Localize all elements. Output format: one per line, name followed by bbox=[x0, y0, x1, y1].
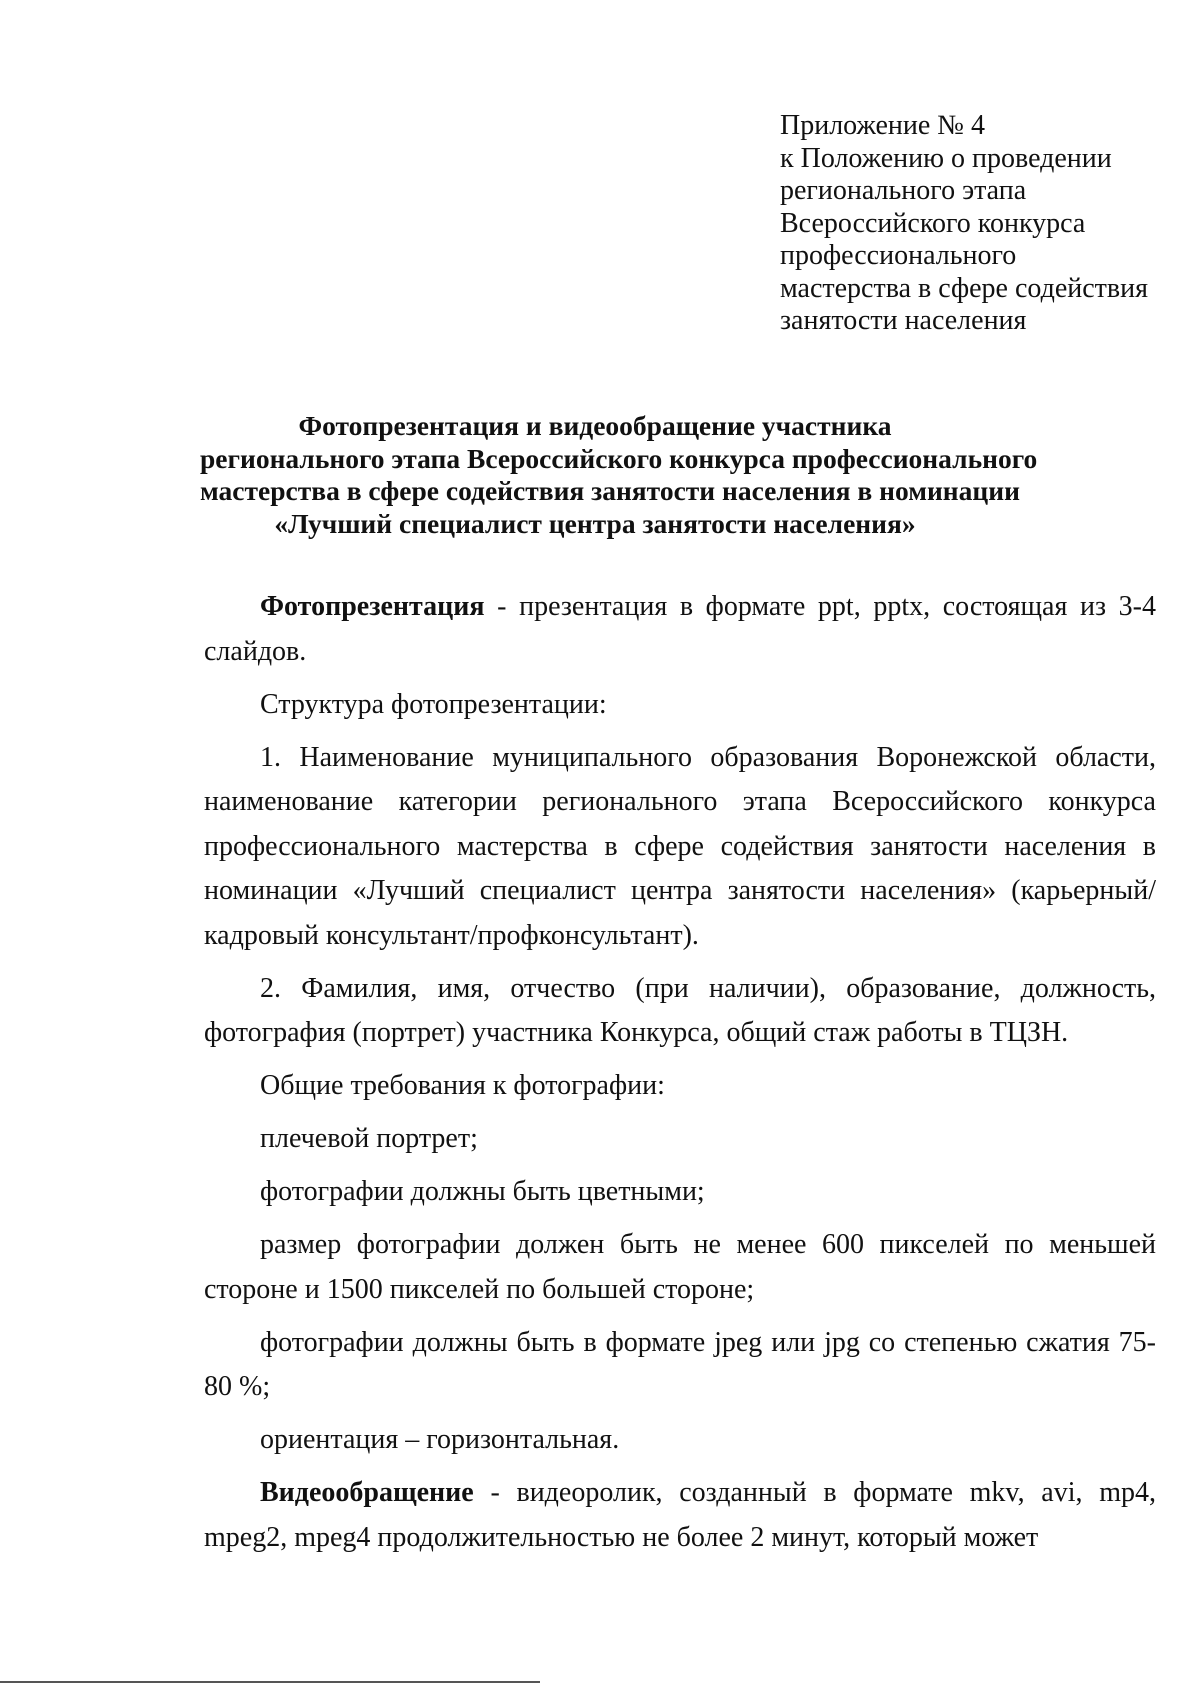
video-address-term: Видеообращение bbox=[260, 1477, 474, 1508]
photo-presentation-paragraph bbox=[204, 585, 1156, 674]
requirements-heading: Общие требования к фотографии: bbox=[260, 1070, 665, 1101]
document-title bbox=[200, 410, 1038, 540]
title-line: «Лучший специалист центра занятости населения» bbox=[274, 507, 916, 539]
appendix-line: Приложение № 4 bbox=[780, 110, 985, 141]
requirement-size: размер фотографии должен быть не менее 600 пикселей по меньшей стороне и 1500 пикселей по большей стороне; bbox=[204, 1229, 1156, 1305]
appendix-reference bbox=[780, 110, 1180, 338]
requirement-format: фотографии должны быть в формате jpeg или jpg со степенью сжатия 75-80 %; bbox=[204, 1326, 1156, 1402]
appendix-line: Всероссийского конкурса bbox=[780, 207, 1086, 239]
appendix-line: мастерства в сфере содействия bbox=[780, 272, 1149, 304]
structure-heading: Структура фотопрезентации: bbox=[260, 688, 607, 720]
title-line: регионального этапа Всероссийского конкурса профессионального bbox=[200, 442, 1038, 474]
requirement-portrait: плечевой портрет; bbox=[260, 1123, 478, 1154]
title-line: мастерства в сфере содействия занятости населения в номинации bbox=[200, 475, 1020, 506]
photo-presentation-term: Фотопрезентация bbox=[260, 591, 485, 622]
requirement-color: фотографии должны быть цветными; bbox=[260, 1176, 705, 1207]
requirement-orientation: ориентация – горизонтальная. bbox=[260, 1424, 620, 1455]
appendix-line: занятости населения bbox=[780, 305, 1027, 336]
appendix-line: к Положению о проведении bbox=[780, 142, 1112, 174]
photo-presentation-definition: - презентация в формате ppt, pptx, состоящая из 3-4 слайдов. bbox=[204, 591, 1156, 667]
footer-divider bbox=[0, 1681, 540, 1683]
appendix-line: регионального этапа bbox=[780, 175, 1027, 206]
title-line: Фотопрезентация и видеообращение участника bbox=[298, 410, 892, 441]
video-address-paragraph bbox=[204, 1471, 1156, 1560]
structure-item-2: 2. Фамилия, имя, отчество (при наличии), образование, должность, фотография (портрет) участника Конкурса, общий стаж работы в ТЦЗН. bbox=[204, 972, 1156, 1048]
appendix-line: профессионального bbox=[780, 240, 1017, 271]
video-address-definition: - видеоролик, созданный в формате mkv, avi, mp4, mpeg2, mpeg4 продолжительностью не более 2 минут, который может bbox=[204, 1477, 1156, 1553]
document-body bbox=[204, 585, 1156, 1560]
structure-item-1: 1. Наименование муниципального образования Воронежской области, наименование категории регионального этапа Всероссийского конкурса профессионального мастерства в сфере содействия занятости населения в номинации «Лучший специалист центра занятости населения» (карьерный/кадровый консультант/профконсультант). bbox=[204, 741, 1156, 951]
